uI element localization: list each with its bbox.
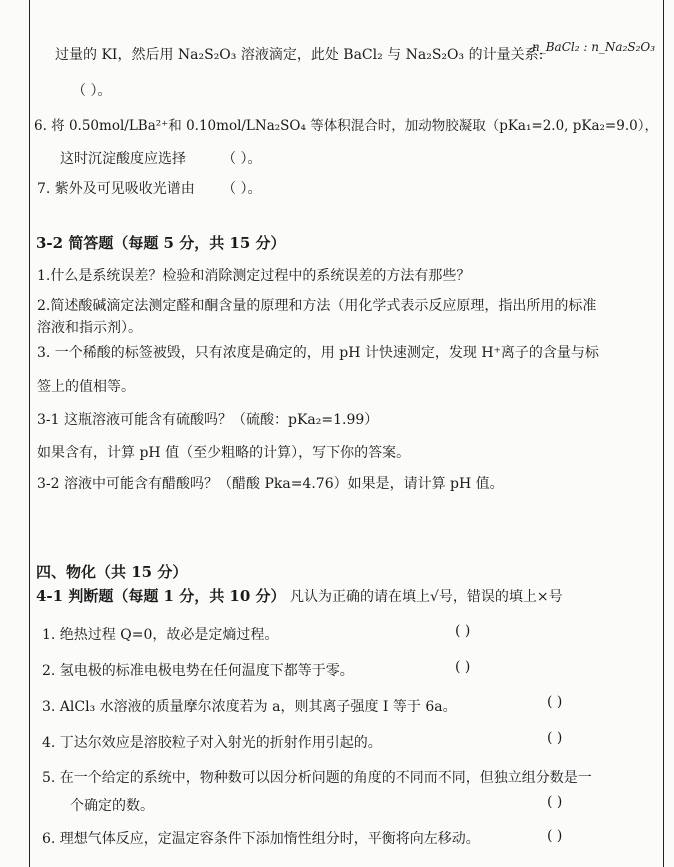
tf-answer-1[interactable]: ( ): [455, 623, 471, 639]
sa-q2-line1: 2.简述酸碱滴定法测定醛和酮含量的原理和方法（用化学式表示反应原理，指出所用的标准: [37, 298, 597, 314]
sa-q3-1b: 如果含有，计算 pH 值（至少粗略的计算），写下你的答案。: [37, 445, 411, 461]
sa-q1: 1.什么是系统误差？检验和消除测定过程中的系统误差的方法有那些？: [37, 268, 471, 284]
q5-ratio: n_BaCl₂ : n_Na₂S₂O₃: [532, 40, 656, 54]
q6-line1: 6. 将 0.50mol/LBa²⁺和 0.10mol/LNa₂SO₄ 等体积混合时，加动物胶凝取（pKa₁=2.0, pKa₂=9.0），: [34, 118, 658, 134]
section-3-2-heading: 3-2 简答题（每题 5 分，共 15 分）: [36, 234, 286, 252]
tf-item-4: 4. 丁达尔效应是溶胶粒子对入射光的折射作用引起的。: [42, 735, 382, 751]
tf-item-5-line2: 个确定的数。: [70, 798, 154, 814]
section-4-1-heading: 4-1 判断题（每题 1 分，共 10 分）: [36, 587, 286, 605]
section-4-1-instruction: 凡认为正确的请在填上√号，错误的填上×号: [290, 589, 563, 605]
tf-item-5: 5. 在一个给定的系统中，物种数可以因分析问题的角度的不同而不同，但独立组分数是一: [42, 770, 592, 786]
tf-item-6: 6. 理想气体反应，定温定容条件下添加惰性组分时，平衡将向左移动。: [42, 831, 480, 847]
tf-answer-4[interactable]: ( ): [547, 730, 563, 746]
tf-item-3: 3. AlCl₃ 水溶液的质量摩尔浓度若为 a，则其离子强度 I 等于 6a。: [42, 699, 457, 715]
q6-line2: 这时沉淀酸度应选择: [60, 151, 186, 167]
section-4-heading: 四、物化（共 15 分）: [36, 563, 188, 581]
tf-answer-5[interactable]: ( ): [547, 794, 563, 810]
tf-item-1: 1. 绝热过程 Q=0，故必是定熵过程。: [42, 627, 279, 643]
q7-answer-blank[interactable]: （ ）。: [222, 181, 262, 197]
tf-item-2: 2. 氢电极的标准电极电势在任何温度下都等于零。: [42, 663, 354, 679]
right-margin-rule: [663, 0, 664, 867]
sa-q3-1: 3-1 这瓶溶液可能含有硫酸吗？（硫酸：pKa₂=1.99）: [37, 412, 379, 428]
q5-line1: 过量的 KI，然后用 Na₂S₂O₃ 溶液滴定，此处 BaCl₂ 与 Na₂S₂O₃ 的计量关系:: [55, 47, 544, 63]
sa-q3-line1: 3. 一个稀酸的标签被毁，只有浓度是确定的，用 pH 计快速测定，发现 H⁺离子的含量与标: [37, 345, 599, 361]
tf-answer-2[interactable]: ( ): [455, 659, 471, 675]
sa-q3-2: 3-2 溶液中可能含有醋酸吗？（醋酸 Pka=4.76）如果是，请计算 pH 值。: [37, 476, 504, 492]
tf-answer-3[interactable]: ( ): [547, 694, 563, 710]
tf-answer-6[interactable]: ( ): [547, 828, 563, 844]
left-margin-rule: [29, 0, 30, 867]
sa-q3-line2: 签上的值相等。: [37, 379, 135, 395]
q5-answer-blank[interactable]: （ ）。: [72, 83, 112, 99]
q6-answer-blank[interactable]: （ ）。: [222, 151, 262, 167]
sa-q2-line2: 溶液和指示剂）。: [37, 320, 142, 336]
q7-line1: 7. 紫外及可见吸收光谱由: [37, 181, 195, 197]
